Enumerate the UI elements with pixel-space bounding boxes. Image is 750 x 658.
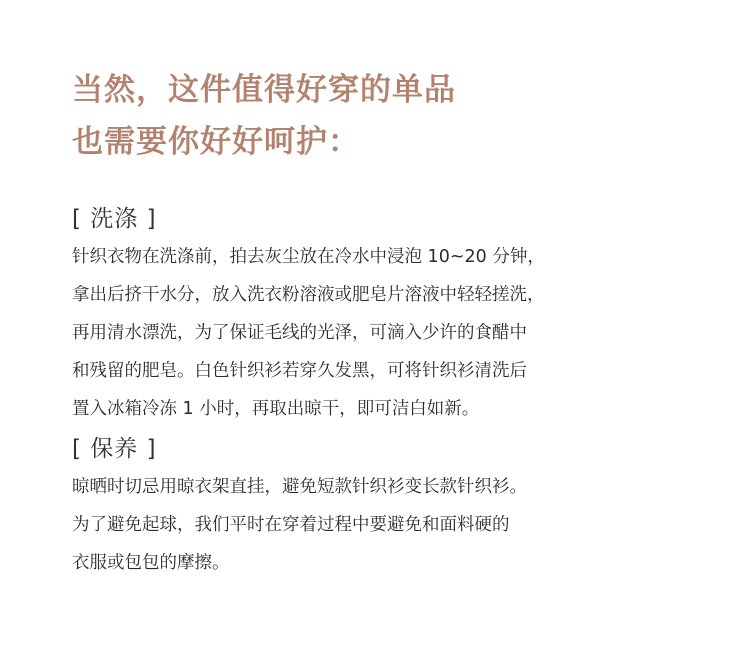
washing-line-5: 置入冰箱冷冻 1 小时，再取出晾干，即可洁白如新。 bbox=[72, 399, 480, 419]
washing-line-2: 拿出后挤干水分，放入洗衣粉溶液或肥皂片溶液中轻轻搓洗， bbox=[72, 285, 545, 305]
washing-line-3: 再用清水漂洗，为了保证毛线的光泽，可滴入少许的食醋中 bbox=[72, 323, 527, 343]
care-line-2: 为了避免起球，我们平时在穿着过程中要避免和面料硬的 bbox=[72, 515, 510, 535]
care-section bbox=[72, 430, 682, 582]
care-heading: [ 保养 ] bbox=[72, 436, 157, 462]
headline-line-2: 也需要你好好呵护： bbox=[72, 124, 360, 160]
washing-section bbox=[72, 200, 682, 428]
washing-heading: [ 洗涤 ] bbox=[72, 206, 157, 232]
washing-line-1: 针织衣物在洗涤前，拍去灰尘放在冷水中浸泡 10~20 分钟， bbox=[72, 247, 545, 267]
care-line-3: 衣服或包包的摩擦。 bbox=[72, 553, 230, 573]
care-line-1: 晾晒时切忌用晾衣架直挂，避免短款针织衫变长款针织衫。 bbox=[72, 477, 527, 497]
washing-line-4: 和残留的肥皂。白色针织衫若穿久发黑，可将针织衫清洗后 bbox=[72, 361, 527, 381]
headline-line-1: 当然，这件值得好穿的单品 bbox=[72, 72, 456, 108]
headline bbox=[72, 64, 712, 168]
